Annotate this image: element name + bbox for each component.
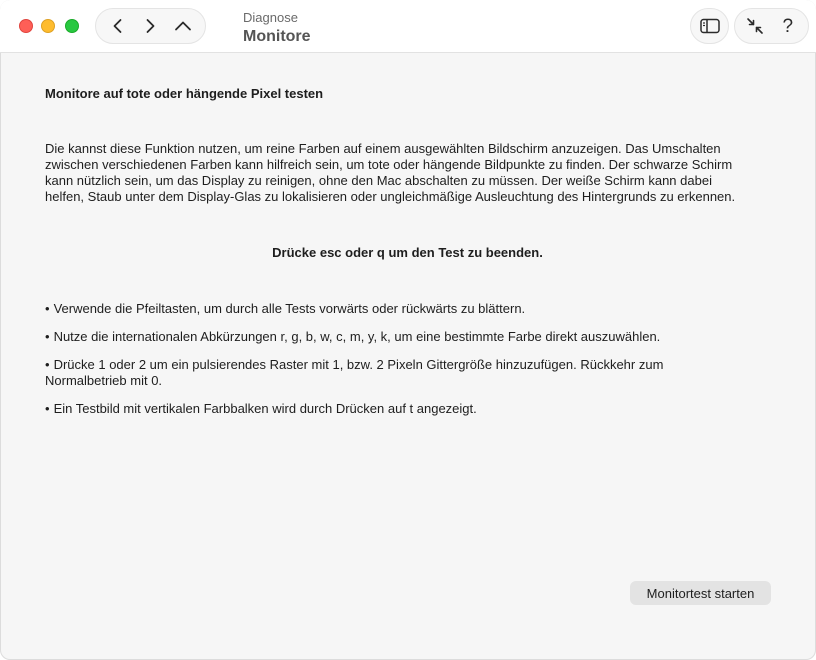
- close-window-button[interactable]: [19, 19, 33, 33]
- list-item-text: Ein Testbild mit vertikalen Farbbalken wird durch Drücken auf t angezeigt.: [53, 401, 477, 416]
- list-item: [45, 329, 775, 345]
- chevron-up-icon: [174, 19, 192, 33]
- list-item: [45, 357, 775, 389]
- zoom-window-button[interactable]: [65, 19, 79, 33]
- list-item-text: Nutze die internationalen Abkürzungen r, g, b, w, c, m, y, k, um eine bestimmte Farbe direkt auszuwählen.: [53, 329, 661, 344]
- list-item-text: Verwende die Pfeiltasten, um durch alle Tests vorwärts oder rückwärts zu blättern.: [53, 301, 526, 316]
- description-line: zwischen verschiedenen Farben kann hilfreich sein, um tote oder hängende Bildpunkte zu finden. Der schwarze Schirm: [45, 157, 733, 172]
- help-button[interactable]: ?: [782, 15, 794, 37]
- titlebar: [0, 0, 816, 53]
- exit-hint: Drücke esc oder q um den Test zu beenden.: [272, 245, 543, 260]
- sidebar-icon: [700, 18, 720, 34]
- up-button[interactable]: [168, 11, 198, 41]
- page-title: Monitore: [243, 28, 311, 45]
- description-line: kann nützlich sein, um das Display zu reinigen, ohne den Mac abschalten zu müssen. Der weiße Schirm kann dabei: [45, 173, 712, 188]
- list-item-text: Drücke 1 oder 2 um ein pulsierendes Raster mit 1, bzw. 2 Pixeln Gittergröße hinzuzufügen. Rückkehr zum: [53, 357, 664, 372]
- description-text: [45, 141, 775, 205]
- chevron-right-icon: [143, 18, 157, 34]
- list-item-text: Normalbetrieb mit 0.: [45, 373, 163, 388]
- list-item: [45, 301, 775, 317]
- bullet-icon: •: [45, 357, 50, 372]
- bullet-icon: •: [45, 301, 50, 316]
- title-block: [243, 10, 311, 47]
- instructions-list: [45, 301, 775, 429]
- sidebar-toggle-button[interactable]: [690, 8, 729, 44]
- navigation-controls: [95, 8, 206, 44]
- description-line: Die kannst diese Funktion nutzen, um reine Farben auf einem ausgewählten Bildschirm anzuzeigen. Das Umschalten: [45, 141, 721, 156]
- section-heading: Monitore auf tote oder hängende Pixel testen: [45, 86, 324, 101]
- bullet-icon: •: [45, 401, 50, 416]
- description-line: helfen, Staub unter dem Display-Glas zu lokalisieren oder ungleichmäßige Ausleuchtung des Hintergrunds zu erkennen.: [45, 189, 736, 204]
- chevron-left-icon: [111, 18, 125, 34]
- back-button[interactable]: [103, 11, 133, 41]
- start-monitor-test-button[interactable]: Monitortest starten: [630, 581, 771, 605]
- bullet-icon: •: [45, 329, 50, 344]
- arrows-collapse-icon: [746, 17, 764, 35]
- page-subtitle: Diagnose: [243, 10, 298, 25]
- list-item: [45, 401, 775, 417]
- minimize-window-button[interactable]: [41, 19, 55, 33]
- forward-button[interactable]: [135, 11, 165, 41]
- window-actions: [734, 8, 809, 44]
- collapse-button[interactable]: [740, 11, 770, 41]
